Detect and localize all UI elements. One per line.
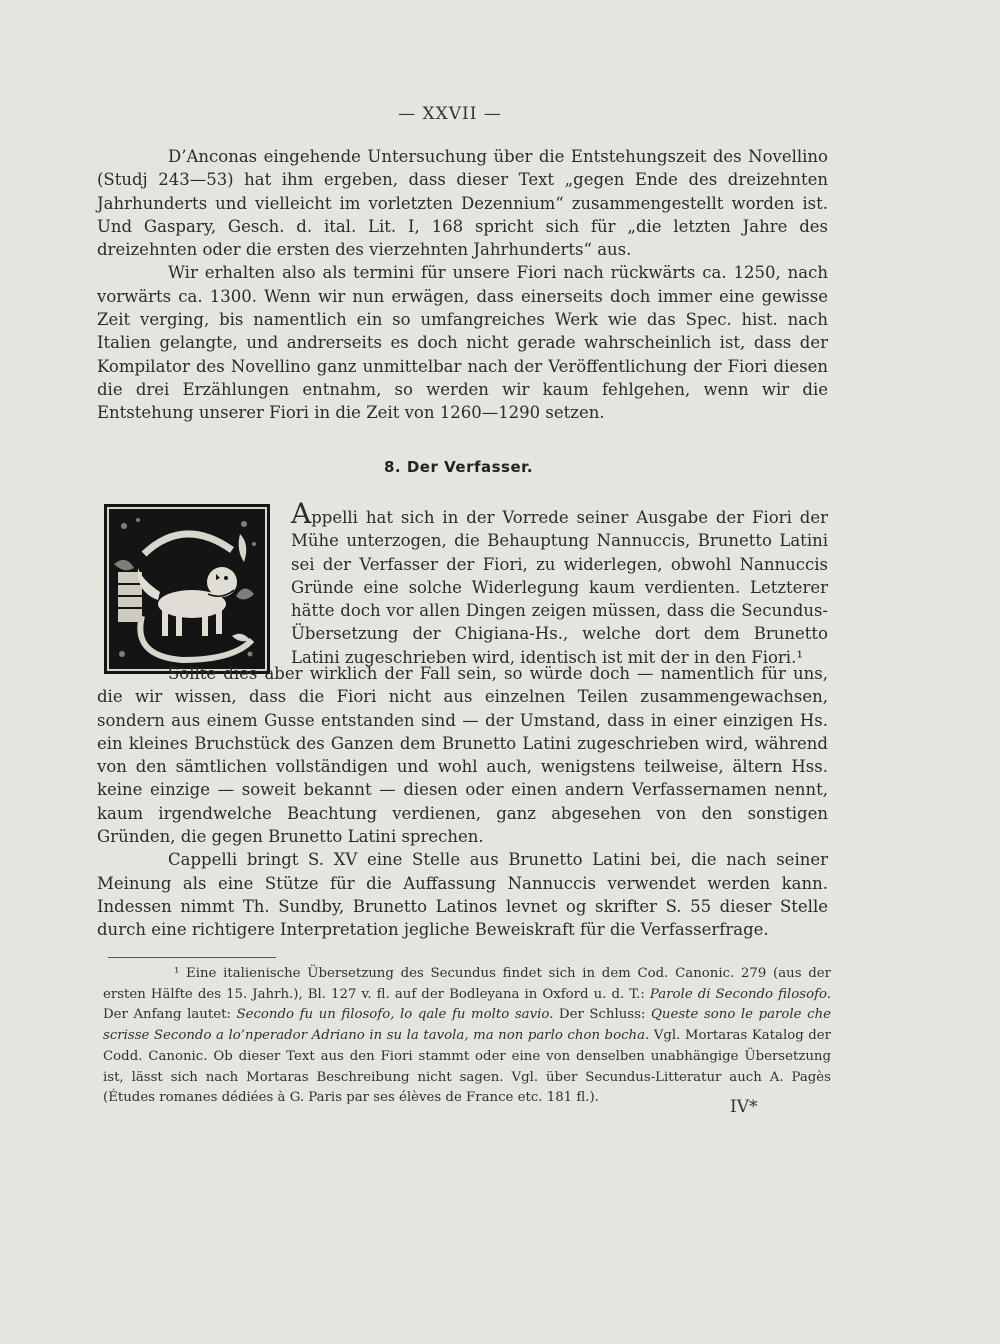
footnote-text — [103, 964, 831, 1109]
lion-icon — [104, 504, 270, 674]
paragraph-text: ppelli hat sich in der Vorrede seiner Ausgabe der Fiori der Mühe unterzogen, die Behauptung Nannuccis, Brunetto Latini sei der Verfasser der Fiori, zu widerlegen, obwohl Nannuccis Gründe eine solche Widerlegung kaum verdienten. Letzterer hätte doch vor allen Dingen zeigen müssen, dass die Secundus-Übersetzung der Chigiana-Hs., welche dort dem Brunetto Latini zugeschrieben wird, identisch ist mit der in den Fiori.¹ — [291, 508, 828, 667]
page-number: — XXVII — — [398, 104, 502, 124]
intro-text — [97, 145, 828, 425]
section-title: 8. Der Verfasser. — [384, 458, 534, 476]
appelli-paragraph — [291, 497, 828, 669]
paragraph: Wir erhalten also als termini für unsere Fiori nach rückwärts ca. 1250, nach vorwärts ca. 1300. Wenn wir nun erwägen, dass einerseits doch immer eine gewisse Zeit verging, bis namentlich ein so umfangreiches Werk wie das Spec. hist. nach Italien gelangte, und andrerseits es doch nicht gerade wahrscheinlich ist, dass der Kompilator des Novellino ganz unmittelbar nach der Veröffentlichung der Fiori diesen die drei Erzählungen entnahm, so werden wir kaum fehlgehen, wenn wir die Entstehung unserer Fiori in die Zeit von 1260—1290 setzen. — [97, 263, 828, 423]
footnote-quote: Secondo fu un filosofo, lo qale fu molto savio. — [236, 1007, 554, 1023]
decorated-initial-lion-illustration — [104, 504, 270, 674]
footnote-title: Parole di Secondo filosofo. — [649, 986, 831, 1002]
initial-letter: A — [291, 497, 312, 530]
footnote-quote: Queste sono le parole che scrisse Secondo a lo’nperador Adriano in su la tavola, ma non parlo chon bocha. — [103, 1007, 831, 1044]
footnote — [103, 964, 831, 1109]
footnote-segment: ¹ Eine italienische Übersetzung des Secundus findet sich in dem Cod. Canonic. 279 (aus der ersten Hälfte des 15. Jahrh.), Bl. 127 v. fl. auf der Bodleyana in Oxford u. d. T.: — [103, 966, 831, 1002]
paragraph: Cappelli bringt S. XV eine Stelle aus Brunetto Latini bei, die nach seiner Meinung als eine Stütze für die Auffassung Nannuccis verwendet werden kann. Indessen nimmt Th. Sundby, Brunetto Latinos levnet og skrifter S. 55 dieser Stelle durch eine richtigere Interpretation jegliche Beweiskraft für die Verfasserfrage. — [97, 850, 828, 940]
footnote-segment: Vgl. Mortaras Katalog der Codd. Canonic. Ob dieser Text aus den Fiori stammt oder eine von denselben unabhängige Übersetzung ist, lässt sich nach Mortaras Beschreibung nicht sagen. Vgl. über Secundus-Litteratur auch A. Pagès (Études romanes dédiées à G. Paris par ses élèves de France etc. 181 fl.). — [103, 1028, 832, 1106]
footnote-divider — [108, 957, 276, 958]
paragraph — [291, 497, 828, 669]
paragraph: Sollte dies aber wirklich der Fall sein, so würde doch — namentlich für uns, die wir wissen, dass die Fiori nicht aus einzelnen Teilen zusammengewachsen, sondern aus einem Gusse entstanden sind — der Umstand, dass in einer einzigen Hs. ein kleines Bruchstück des Ganzen dem Brunetto Latini zugeschrieben wird, während von den sämtlichen vollständigen und wohl auch, wenigstens teilweise, ältern Hss. keine einzige — soweit bekannt — diesen oder einen andern Verfassernamen nennt, kaum irgendwelche Beachtung verdienen, ganz abgesehen von den sonstigen Gründen, die gegen Brunetto Latini sprechen. — [97, 664, 828, 847]
continuation-text — [97, 662, 828, 942]
signature-mark: IV* — [730, 1097, 758, 1117]
footnote-segment: Der Anfang lautet: — [103, 1007, 237, 1023]
paragraph: D’Anconas eingehende Untersuchung über die Entstehungszeit des Novellino (Studj 243—53) hat ihm ergeben, dass dieser Text „gegen Ende des dreizehnten Jahrhunderts und vielleicht im vorletzten Dezennium“ zusammengestellt worden ist. Und Gaspary, Gesch. d. ital. Lit. I, 168 spricht sich für „die letzten Jahre des dreizehnten oder die ersten des vierzehnten Jahrhunderts“ aus. — [97, 147, 828, 260]
footnote-segment: Der Schluss: — [553, 1007, 652, 1023]
